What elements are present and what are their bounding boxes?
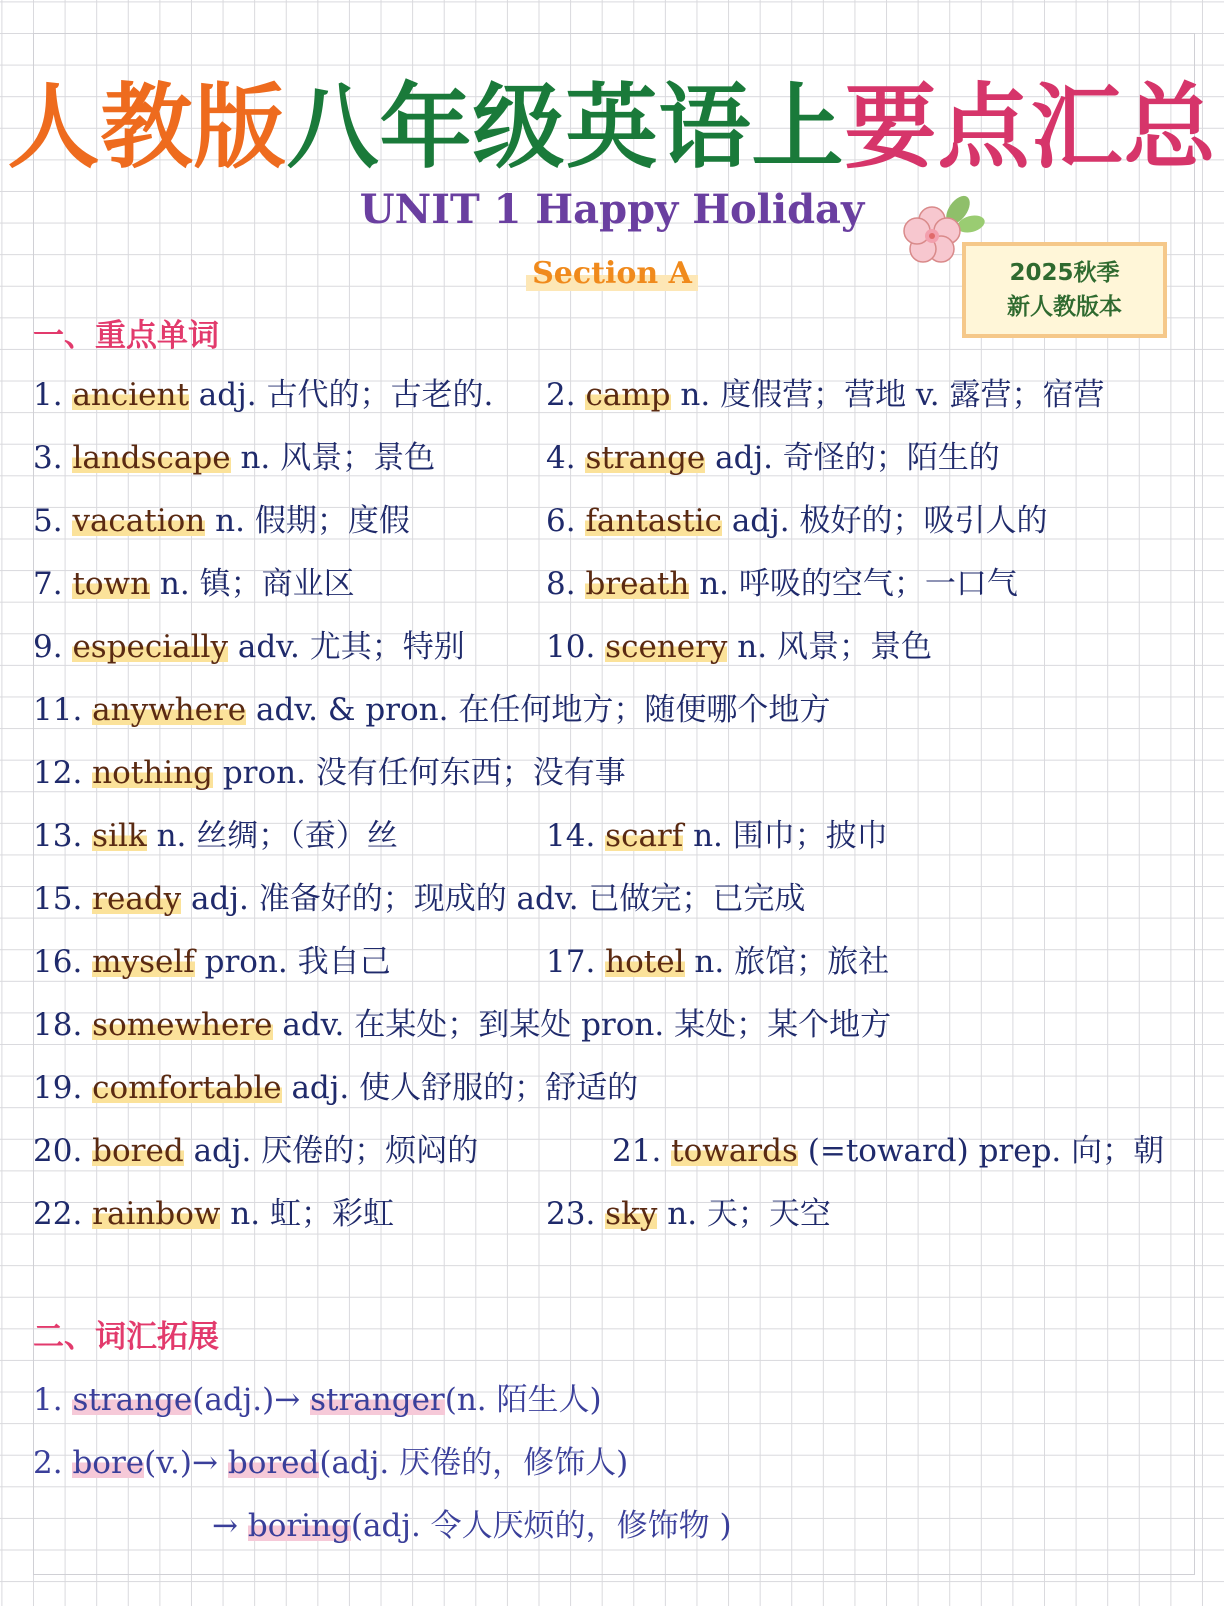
title-part-1: 人教版 [7,73,287,181]
vocab-word: ancient [72,377,189,413]
badge-line-2: 新人教版本 [1007,294,1122,320]
vocab-word: especially [72,629,228,665]
vocab-word: camp [585,377,671,413]
vocab-word: strange [585,440,706,476]
word-entry: 23. sky n. 天；天空 [546,1196,831,1232]
word-entry: 16. myself pron. 我自己 [33,944,391,980]
word-entry: 9. especially adv. 尤其；特别 [33,629,465,665]
word-entry: 8. breath n. 呼吸的空气；一口气 [546,566,1018,602]
word-entry: 7. town n. 镇；商业区 [33,566,355,602]
vocab-word: scarf [605,818,684,854]
page-title [0,72,1224,182]
derived-word: boring [247,1508,351,1544]
vocab-word: hotel [605,944,685,980]
base-word: strange [72,1382,193,1418]
vocab-word: towards [671,1133,798,1169]
word-entry: 19. comfortable adj. 使人舒服的；舒适的 [33,1070,639,1106]
vocab-word: nothing [92,755,213,791]
badge-line-1: 2025秋季 [1009,260,1120,286]
word-entry: 18. somewhere adv. 在某处；到某处 pron. 某处；某个地方 [33,1007,892,1043]
expansion-entry: 1. strange(adj.)→ stranger(n. 陌生人) [33,1382,602,1418]
vocab-word: sky [605,1196,658,1232]
vocab-word: vacation [72,503,206,539]
word-entry: 10. scenery n. 风景；景色 [546,629,932,665]
vocab-word: fantastic [585,503,722,539]
heading-key-words: 一、重点单词 [33,318,219,354]
title-part-2: 八年级英语上 [286,73,845,181]
word-entry: 14. scarf n. 围巾；披巾 [546,818,888,854]
word-entry: 22. rainbow n. 虹；彩虹 [33,1196,394,1232]
heading-vocab-expansion: 二、词汇拓展 [33,1319,219,1355]
word-entry: 4. strange adj. 奇怪的；陌生的 [546,440,1000,476]
vocab-word: somewhere [92,1007,273,1043]
word-entry: 11. anywhere adv. & pron. 在任何地方；随便哪个地方 [33,692,831,728]
section-text: Section A [526,256,698,291]
vocab-word: bored [92,1133,184,1169]
vocab-word: breath [585,566,690,602]
vocab-word: comfortable [92,1070,282,1106]
vocab-word: myself [92,944,195,980]
word-entry: 1. ancient adj. 古代的；古老的. [33,377,494,413]
word-entry: 17. hotel n. 旅馆；旅社 [546,944,890,980]
vocab-word: rainbow [92,1196,221,1232]
word-entry: 12. nothing pron. 没有任何东西；没有事 [33,755,626,791]
word-entry: 15. ready adj. 准备好的；现成的 adv. 已做完；已完成 [33,881,806,917]
word-entry: 3. landscape n. 风景；景色 [33,440,436,476]
vocab-word: scenery [605,629,728,665]
word-entry: 6. fantastic adj. 极好的；吸引人的 [546,503,1048,539]
base-word: bore [72,1445,145,1481]
vocab-word: anywhere [92,692,247,728]
vocab-word: ready [92,881,182,917]
vocab-word: silk [92,818,147,854]
derived-word: bored [227,1445,320,1481]
vocab-word: town [72,566,151,602]
vocab-word: landscape [72,440,231,476]
word-entry: 13. silk n. 丝绸；（蚕）丝 [33,818,398,854]
word-entry: 21. towards (=toward) prep. 向；朝 [612,1133,1165,1169]
derived-word: stranger [310,1382,445,1418]
word-entry: 2. camp n. 度假营；营地 v. 露营；宿营 [546,377,1105,413]
title-part-3: 要点汇总 [844,73,1217,181]
expansion-entry: → boring(adj. 令人厌烦的，修饰物 ) [212,1508,732,1544]
unit-title: UNIT 1 Happy Holiday [359,186,865,233]
edition-badge [962,242,1167,338]
word-entry: 5. vacation n. 假期；度假 [33,503,410,539]
expansion-entry: 2. bore(v.)→ bored(adj. 厌倦的，修饰人) [33,1445,629,1481]
word-entry: 20. bored adj. 厌倦的；烦闷的 [33,1133,479,1169]
